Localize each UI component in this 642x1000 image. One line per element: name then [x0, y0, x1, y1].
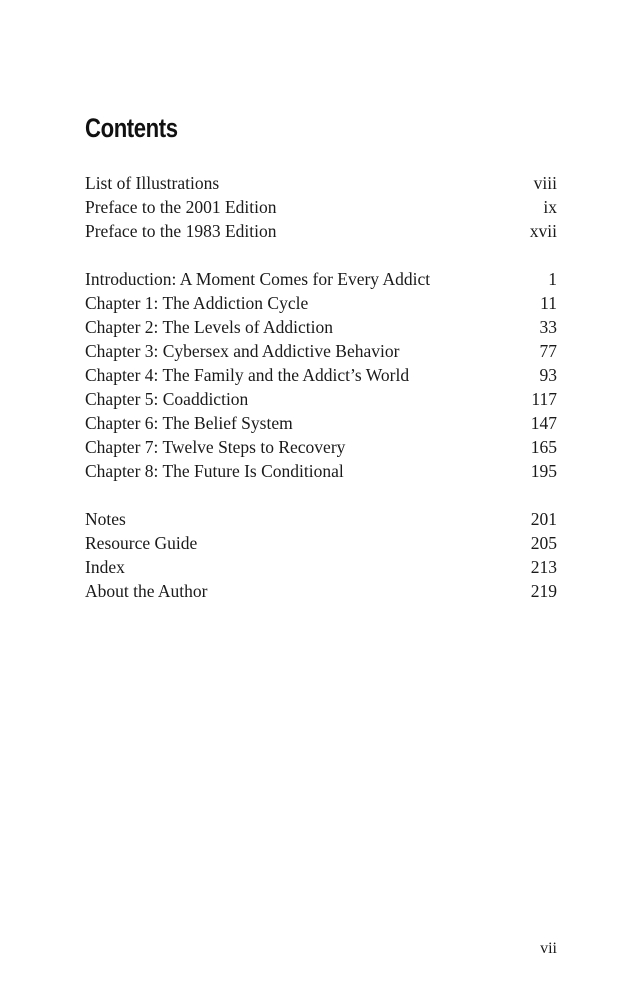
front-matter-list — [85, 171, 557, 243]
chapters-list — [85, 267, 557, 483]
toc-entry-page: 117 — [531, 389, 557, 409]
toc-entry-page: 195 — [530, 461, 557, 481]
toc-entry-page: 93 — [539, 365, 557, 385]
toc-entry-title: Notes — [85, 509, 126, 529]
toc-entry — [85, 459, 557, 483]
toc-entry-page: 165 — [530, 437, 557, 457]
toc-entry-title: About the Author — [85, 581, 208, 601]
toc-entry-page: 213 — [530, 557, 557, 577]
toc-entry — [85, 531, 557, 555]
toc-entry-title: Preface to the 1983 Edition — [85, 221, 277, 241]
toc-entry-title: Chapter 1: The Addiction Cycle — [85, 293, 309, 313]
toc-entry-page: 33 — [539, 317, 557, 337]
toc-entry-page: 219 — [530, 581, 557, 601]
back-matter-list — [85, 507, 557, 603]
toc-entry-title: Preface to the 2001 Edition — [85, 197, 277, 217]
toc-entry-title: List of Illustrations — [85, 173, 220, 193]
toc-entry-title: Chapter 4: The Family and the Addict’s World — [85, 365, 410, 385]
toc-entry-title: Chapter 8: The Future Is Conditional — [85, 461, 344, 481]
toc-entry — [85, 435, 557, 459]
toc-entry-page: 205 — [530, 533, 557, 553]
toc-entry-page: ix — [543, 197, 557, 217]
toc-entry-title: Chapter 2: The Levels of Addiction — [85, 317, 334, 337]
toc-entry — [85, 555, 557, 579]
toc-entry-title: Chapter 3: Cybersex and Addictive Behavior — [85, 341, 400, 361]
toc-entry — [85, 339, 557, 363]
table-of-contents — [85, 171, 557, 627]
toc-entry-page: 1 — [548, 269, 557, 289]
toc-entry-page: 77 — [539, 341, 557, 361]
toc-entry-title: Chapter 5: Coaddiction — [85, 389, 249, 409]
toc-entry — [85, 363, 557, 387]
toc-entry-title: Resource Guide — [85, 533, 198, 553]
toc-entry — [85, 387, 557, 411]
toc-entry-title: Introduction: A Moment Comes for Every Addict — [85, 269, 431, 289]
toc-entry-page: 201 — [530, 509, 557, 529]
toc-entry — [85, 219, 557, 243]
page-title: Contents — [85, 113, 178, 143]
toc-entry-title: Chapter 7: Twelve Steps to Recovery — [85, 437, 346, 457]
toc-entry — [85, 315, 557, 339]
toc-entry-page: viii — [533, 173, 557, 193]
toc-entry — [85, 267, 557, 291]
toc-entry — [85, 171, 557, 195]
toc-entry — [85, 579, 557, 603]
toc-entry-page: 11 — [540, 293, 557, 313]
toc-entry-page: 147 — [530, 413, 557, 433]
page-number: vii — [540, 940, 557, 957]
toc-entry — [85, 507, 557, 531]
toc-entry-title: Chapter 6: The Belief System — [85, 413, 293, 433]
toc-entry-page: xvii — [529, 221, 557, 241]
toc-entry — [85, 411, 557, 435]
toc-entry — [85, 291, 557, 315]
toc-entry — [85, 195, 557, 219]
toc-entry-title: Index — [85, 557, 125, 577]
